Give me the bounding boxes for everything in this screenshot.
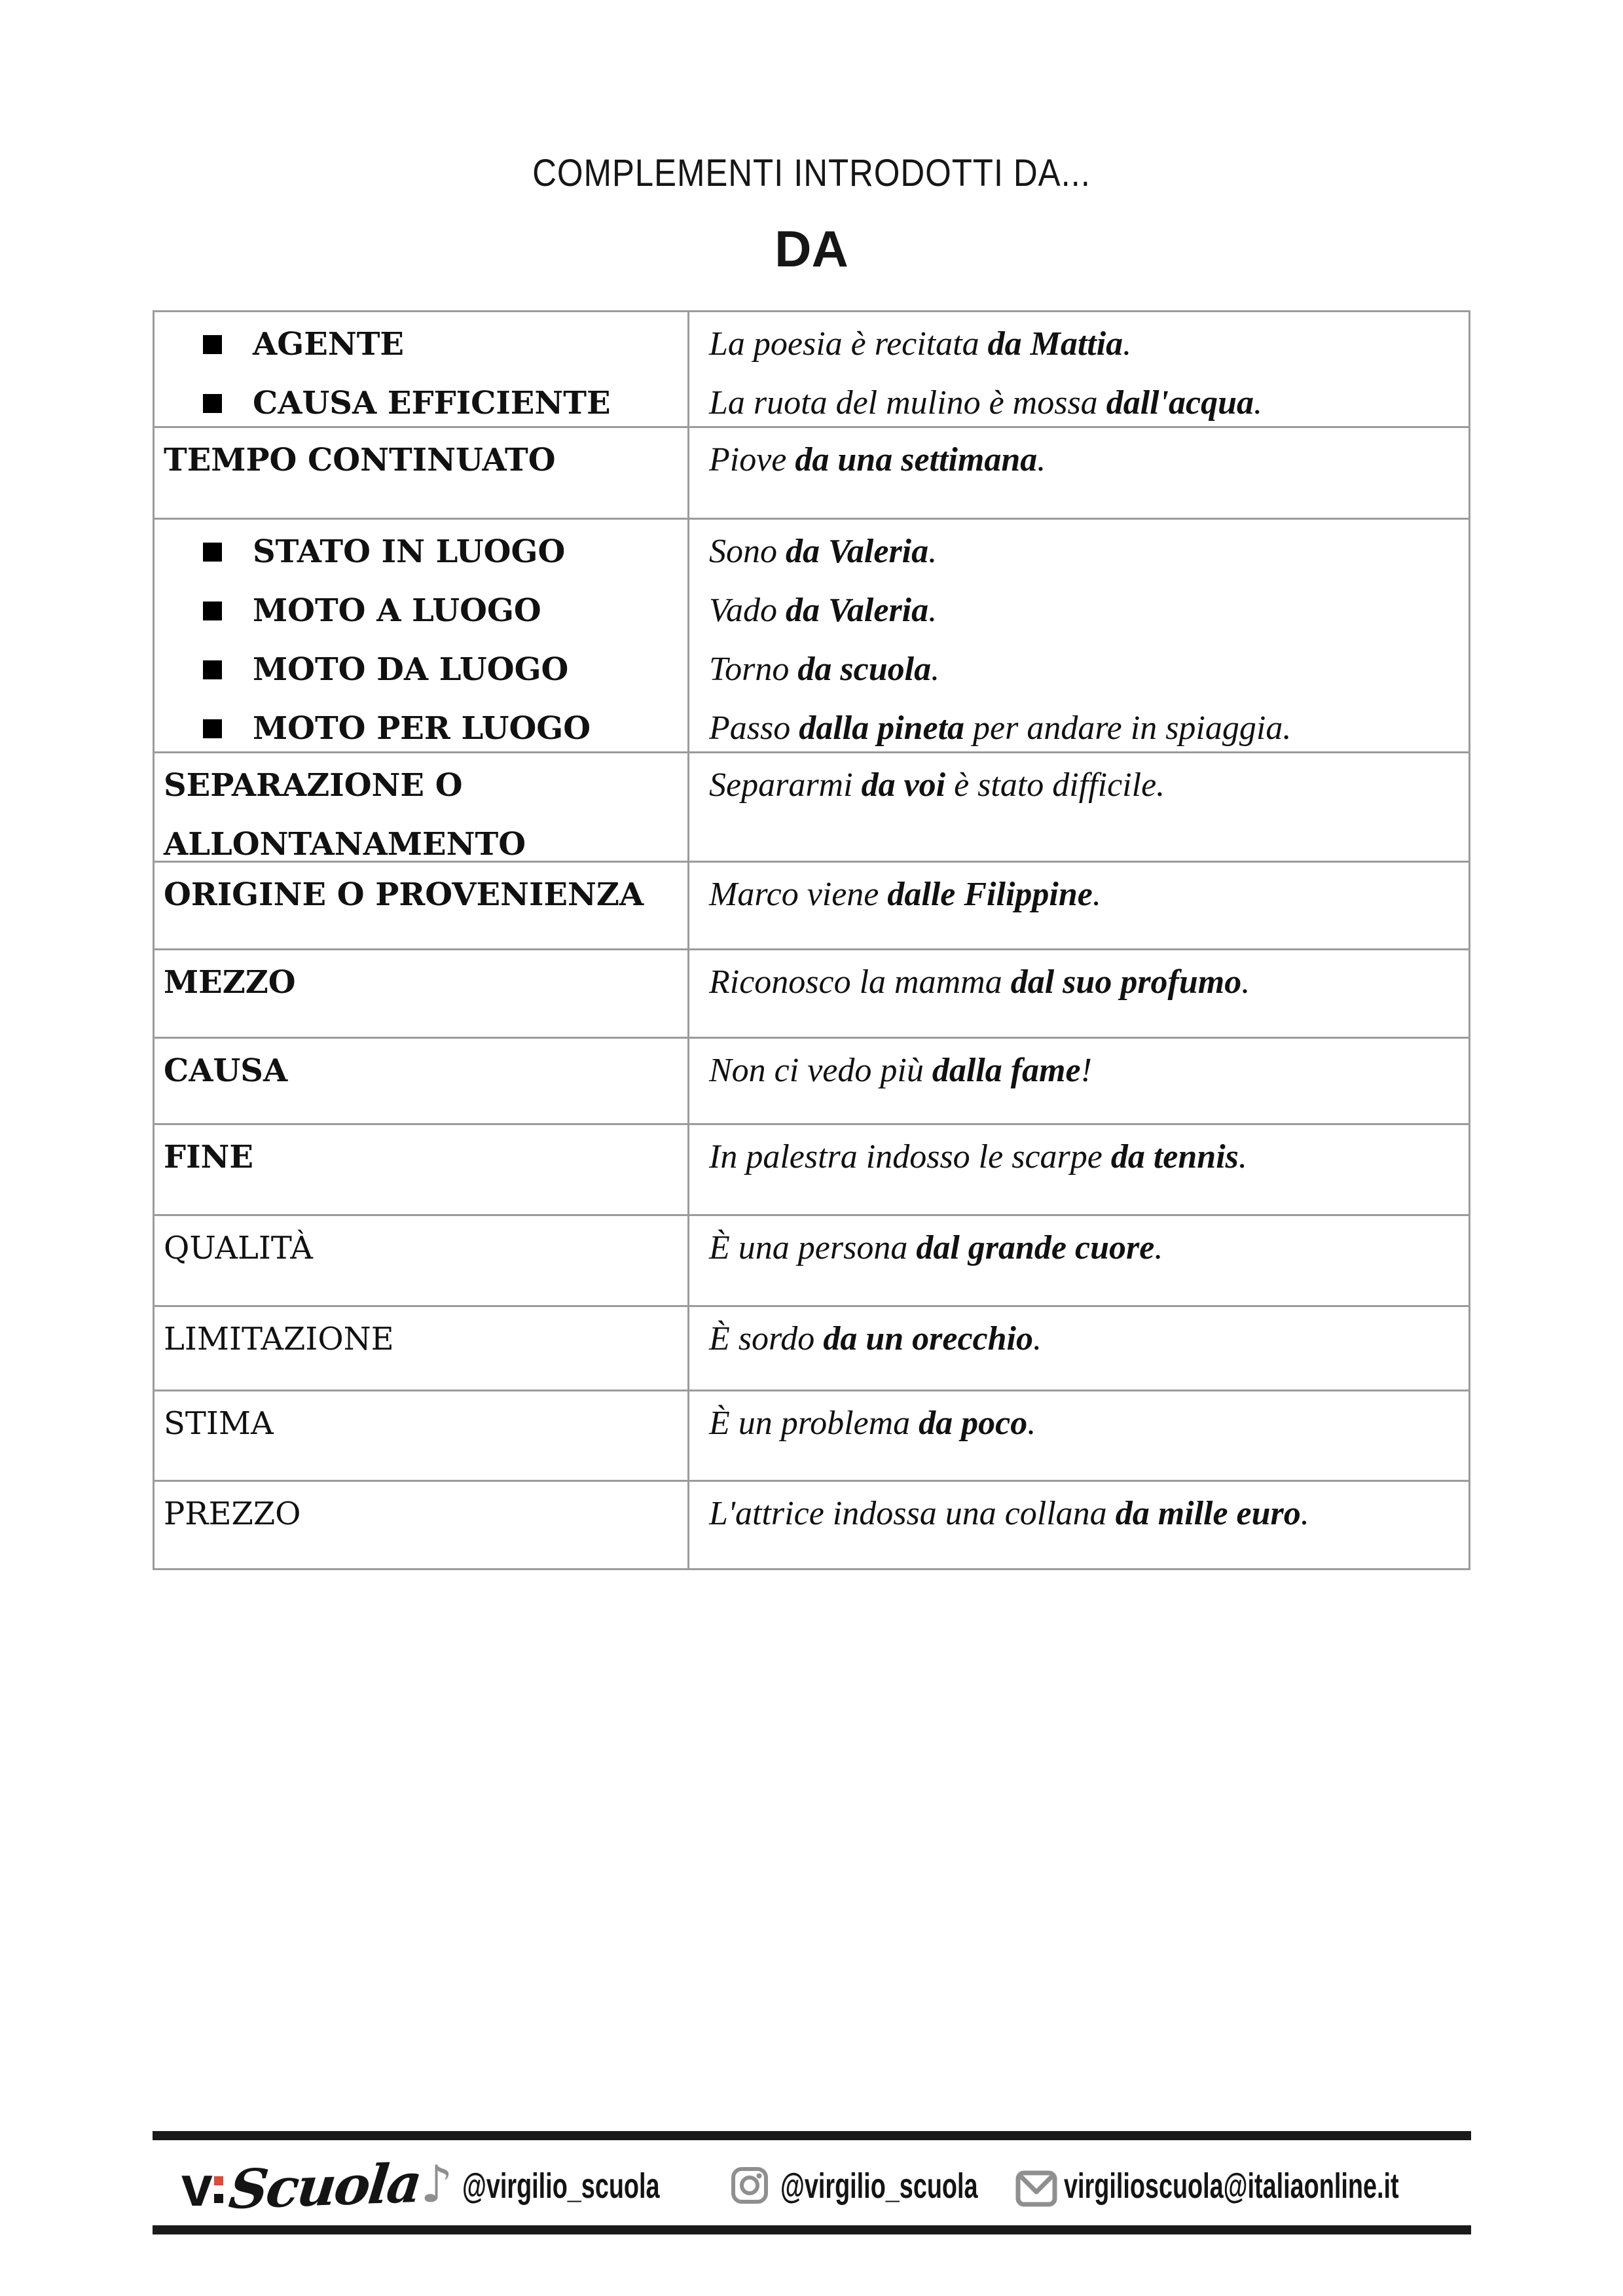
complement-type-line bbox=[155, 756, 687, 815]
da-phrase-bold: da tennis bbox=[1110, 1138, 1239, 1175]
complement-type-label: AGENTE bbox=[253, 326, 404, 363]
complement-type-cell bbox=[155, 1216, 689, 1305]
square-bullet-icon bbox=[203, 719, 222, 738]
viscuola-logo bbox=[181, 2145, 424, 2227]
complement-type-label: STATO IN LUOGO bbox=[253, 533, 566, 570]
complement-type-label: CAUSA bbox=[164, 1052, 288, 1089]
example-cell bbox=[689, 1216, 1468, 1305]
example-cell bbox=[689, 1039, 1468, 1123]
table-row bbox=[155, 950, 1468, 1039]
table-row bbox=[155, 753, 1468, 863]
complement-type-cell bbox=[155, 1482, 689, 1568]
complement-type-line bbox=[155, 1484, 687, 1543]
da-phrase-bold: dall'acqua bbox=[1106, 384, 1254, 422]
example-cell bbox=[689, 428, 1468, 518]
example-sentence: Marco viene dalle Filippine. bbox=[709, 876, 1101, 913]
example-cell bbox=[689, 312, 1468, 426]
complement-type-line bbox=[155, 374, 687, 426]
complement-type-label: STIMA bbox=[164, 1405, 274, 1442]
complement-type-label: CAUSA EFFICIENTE bbox=[253, 385, 611, 422]
complement-type-line bbox=[155, 815, 687, 861]
page-title-text: COMPLEMENTI INTRODOTTI DA... bbox=[532, 152, 1091, 194]
table-row bbox=[155, 520, 1468, 753]
instagram-icon bbox=[731, 2166, 769, 2204]
example-sentence: L'attrice indossa una collana da mille euro. bbox=[709, 1495, 1309, 1532]
example-sentence: Piove da una settimana. bbox=[709, 441, 1046, 478]
complement-type-line bbox=[155, 1310, 687, 1369]
da-phrase-bold: da un orecchio bbox=[823, 1320, 1033, 1357]
complement-type-line bbox=[155, 522, 687, 581]
da-phrase-bold: dalla pineta bbox=[799, 709, 965, 747]
complement-type-cell bbox=[155, 1125, 689, 1214]
example-cell bbox=[689, 1307, 1468, 1390]
example-sentence: È sordo da un orecchio. bbox=[709, 1320, 1042, 1357]
da-phrase-bold: da Valeria bbox=[786, 592, 929, 629]
complement-type-cell bbox=[155, 1307, 689, 1390]
da-phrase-bold: da una settimana bbox=[795, 441, 1038, 478]
complement-type-label: TEMPO CONTINUATO bbox=[164, 442, 556, 478]
complement-type-line bbox=[155, 315, 687, 374]
square-bullet-icon bbox=[203, 660, 222, 679]
email-text-value: virgilioscuola@italiaonline.it bbox=[1064, 2166, 1399, 2206]
table-row bbox=[155, 1307, 1468, 1391]
example-sentence: Separarmi da voi è stato difficile. bbox=[709, 766, 1165, 804]
logo-colon-bottom-dot bbox=[214, 2194, 223, 2203]
da-phrase-bold: dalle Filippine bbox=[887, 876, 1093, 913]
page-subtitle: DA bbox=[775, 220, 848, 278]
square-bullet-icon bbox=[203, 601, 222, 620]
complement-type-cell bbox=[155, 1039, 689, 1123]
example-sentence: È un problema da poco. bbox=[709, 1405, 1036, 1442]
example-sentence: Vado da Valeria. bbox=[709, 592, 938, 629]
square-bullet-icon bbox=[203, 335, 222, 354]
table-row bbox=[155, 1391, 1468, 1482]
complement-type-line bbox=[155, 1219, 687, 1278]
tiktok-handle bbox=[462, 2166, 744, 2206]
logo-script-text: Scuola bbox=[226, 2151, 424, 2221]
complement-type-line bbox=[155, 431, 687, 490]
complement-type-label: MOTO A LUOGO bbox=[253, 592, 541, 629]
example-sentence: Torno da scuola. bbox=[709, 651, 940, 688]
table-row bbox=[155, 1039, 1468, 1125]
instagram-handle-text: @virgilio_scuola bbox=[780, 2166, 978, 2206]
complement-type-cell bbox=[155, 753, 689, 861]
example-cell bbox=[689, 520, 1468, 751]
complement-type-cell bbox=[155, 863, 689, 948]
da-phrase-bold: da mille euro bbox=[1115, 1495, 1301, 1532]
example-cell bbox=[689, 1482, 1468, 1568]
tiktok-handle-text: @virgilio_scuola bbox=[462, 2166, 660, 2206]
complement-type-label: MEZZO bbox=[164, 964, 296, 1001]
da-phrase-bold: da poco bbox=[919, 1405, 1028, 1442]
table-row bbox=[155, 1216, 1468, 1307]
complement-type-label: FINE bbox=[164, 1139, 253, 1175]
example-cell bbox=[689, 753, 1468, 861]
example-cell bbox=[689, 1391, 1468, 1480]
footer-bottom-rule bbox=[153, 2225, 1471, 2234]
complement-type-line bbox=[155, 953, 687, 1012]
complement-type-line bbox=[155, 699, 687, 751]
example-cell bbox=[689, 950, 1468, 1037]
table-row bbox=[155, 863, 1468, 950]
da-phrase-bold: dal suo profumo bbox=[1010, 963, 1242, 1001]
da-phrase-bold: da scuola bbox=[797, 651, 932, 688]
da-phrase-bold: da Valeria bbox=[786, 533, 929, 570]
complement-type-line bbox=[155, 640, 687, 699]
complement-type-line bbox=[155, 1041, 687, 1100]
logo-colon-top-dot bbox=[214, 2176, 223, 2185]
example-sentence: La poesia è recitata da Mattia. bbox=[709, 325, 1132, 363]
example-sentence: È una persona dal grande cuore. bbox=[709, 1229, 1163, 1266]
complement-type-cell bbox=[155, 950, 689, 1037]
example-sentence: La ruota del mulino è mossa dall'acqua. bbox=[709, 384, 1263, 422]
tiktok-icon: ♪ bbox=[420, 2155, 453, 2214]
complements-table bbox=[153, 310, 1470, 1570]
mail-icon bbox=[1015, 2170, 1057, 2207]
example-sentence: In palestra indosso le scarpe da tennis. bbox=[709, 1138, 1247, 1175]
table-row bbox=[155, 312, 1468, 428]
square-bullet-icon bbox=[203, 543, 222, 562]
da-phrase-bold: dal grande cuore bbox=[916, 1229, 1155, 1266]
square-bullet-icon bbox=[203, 394, 222, 413]
example-cell bbox=[689, 863, 1468, 948]
complement-type-label: QUALITÀ bbox=[164, 1230, 313, 1266]
table-row bbox=[155, 1125, 1468, 1216]
complement-type-cell bbox=[155, 520, 689, 751]
complement-type-label: MOTO PER LUOGO bbox=[253, 710, 591, 747]
complement-type-label: ALLONTANAMENTO bbox=[164, 826, 526, 861]
da-phrase-bold: dalla fame bbox=[932, 1052, 1081, 1089]
example-cell bbox=[689, 1125, 1468, 1214]
da-phrase-bold: da Mattia bbox=[987, 325, 1123, 363]
complement-type-line bbox=[155, 865, 687, 924]
table-row bbox=[155, 1482, 1468, 1568]
complement-type-label: LIMITAZIONE bbox=[164, 1321, 394, 1357]
complement-type-cell bbox=[155, 1391, 689, 1480]
email-text bbox=[1064, 2166, 1542, 2206]
da-phrase-bold: da voi bbox=[861, 766, 946, 804]
complement-type-cell bbox=[155, 428, 689, 518]
complement-type-line bbox=[155, 581, 687, 640]
example-sentence: Riconosco la mamma dal suo profumo. bbox=[709, 963, 1250, 1001]
complement-type-label: ORIGINE O PROVENIENZA bbox=[164, 876, 644, 913]
complement-type-line bbox=[155, 1394, 687, 1453]
logo-colon-icon bbox=[214, 2176, 223, 2203]
example-sentence: Sono da Valeria. bbox=[709, 533, 938, 570]
complement-type-line bbox=[155, 1128, 687, 1187]
complement-type-label: MOTO DA LUOGO bbox=[253, 651, 569, 688]
logo-v-letter: v bbox=[181, 2155, 211, 2218]
example-sentence: Passo dalla pineta per andare in spiaggia. bbox=[709, 709, 1292, 747]
complement-type-label: SEPARAZIONE O bbox=[164, 767, 463, 804]
footer-top-rule bbox=[153, 2131, 1471, 2140]
complement-type-label: PREZZO bbox=[164, 1496, 301, 1532]
table-row bbox=[155, 428, 1468, 520]
page-title bbox=[0, 152, 1623, 194]
complement-type-cell bbox=[155, 312, 689, 426]
example-sentence: Non ci vedo più dalla fame! bbox=[709, 1052, 1092, 1089]
